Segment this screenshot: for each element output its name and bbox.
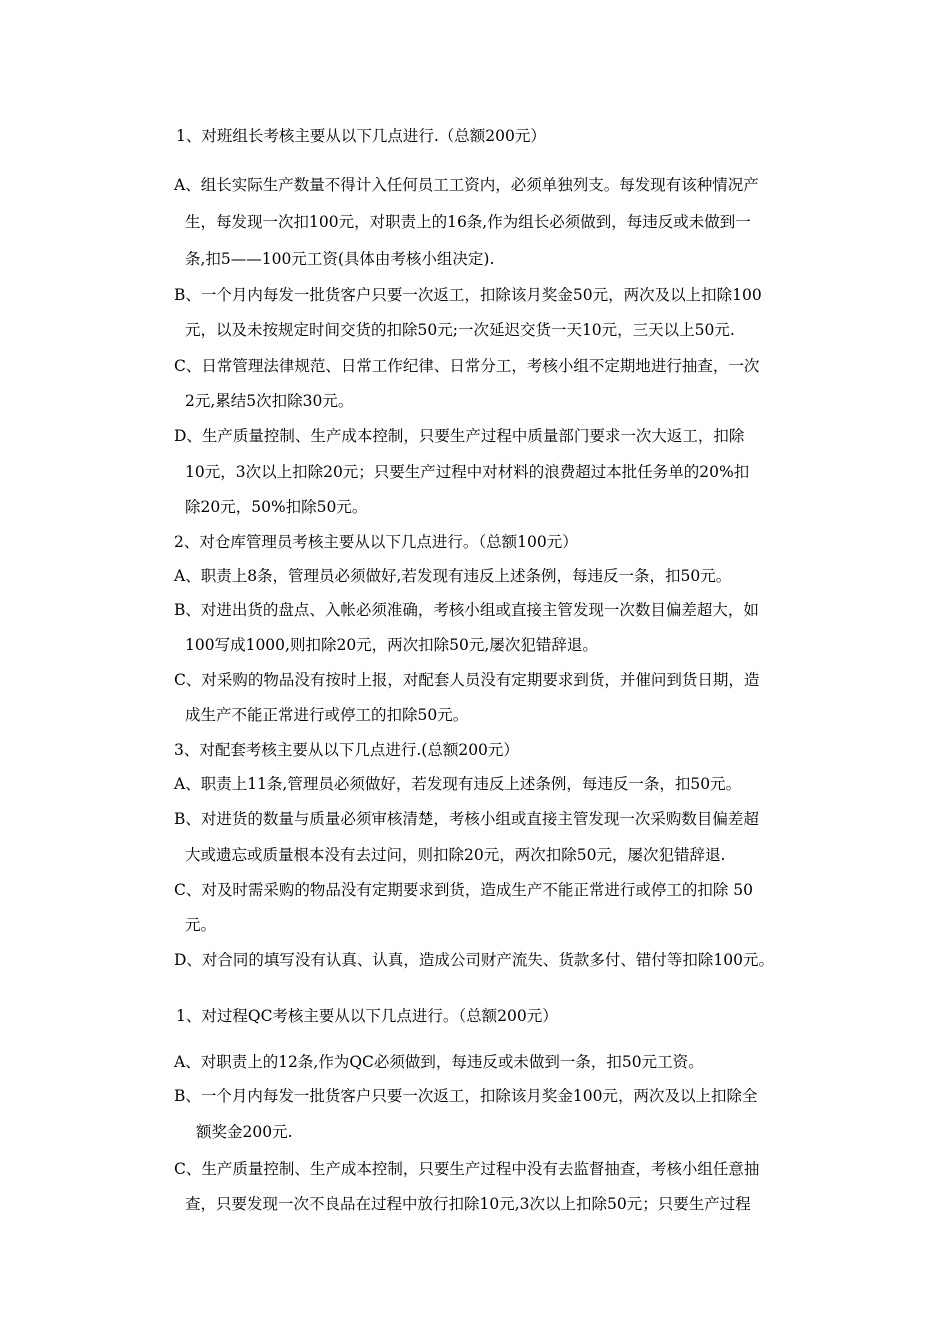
paragraph-line: A、对职责上的12条,作为QC必须做到，每违反或未做到一条，扣50元工资。 [174,1053,704,1071]
paragraph-line: 大或遗忘或质量根本没有去过问，则扣除20元，两次扣除50元，屡次犯错辞退. [185,846,726,864]
paragraph-line: 条,扣5——100元工资(具体由考核小组决定). [185,250,495,268]
paragraph-line: D、对合同的填写没有认真、认真，造成公司财产流失、货款多付、错付等扣除100元。 [174,951,775,969]
paragraph-line: 2元,累结5次扣除30元。 [185,392,354,410]
section-heading: 2、对仓库管理员考核主要从以下几点进行。（总额100元） [174,533,578,551]
paragraph-line: 生，每发现一次扣100元，对职责上的16条,作为组长必须做到，每违反或未做到一 [185,213,751,231]
paragraph-line: B、一个月内每发一批货客户只要一次返工，扣除该月奖金100元，两次及以上扣除全 [174,1087,758,1105]
paragraph-line: 查，只要发现一次不良品在过程中放行扣除10元,3次以上扣除50元；只要生产过程 [185,1195,751,1213]
paragraph-line: C、日常管理法律规范、日常工作纪律、日常分工，考核小组不定期地进行抽查，一次 [174,357,760,375]
paragraph-line: 成生产不能正常进行或停工的扣除50元。 [185,706,469,724]
paragraph-line: 除20元，50%扣除50元。 [185,498,368,516]
paragraph-line: B、一个月内每发一批货客户只要一次返工，扣除该月奖金50元，两次及以上扣除100 [174,286,762,304]
paragraph-line: A、职责上11条,管理员必须做好，若发现有违反上述条例，每违反一条，扣50元。 [174,775,742,793]
section-heading: 1、对过程QC考核主要从以下几点进行。（总额200元） [176,1007,558,1025]
paragraph-line: 元。 [185,916,217,934]
paragraph-line: A、组长实际生产数量不得计入任何员工工资内，必须单独列支。每发现有该种情况产 [174,176,759,194]
paragraph-line: D、生产质量控制、生产成本控制，只要生产过程中质量部门要求一次大返工，扣除 [174,427,745,445]
paragraph-line: 100写成1000,则扣除20元，两次扣除50元,屡次犯错辞退。 [185,636,598,654]
paragraph-line: 元，以及未按规定时间交货的扣除50元;一次延迟交货一天10元，三天以上50元. [185,321,735,339]
paragraph-line: C、生产质量控制、生产成本控制，只要生产过程中没有去监督抽查，考核小组任意抽 [174,1160,760,1178]
paragraph-line: C、对及时需采购的物品没有定期要求到货，造成生产不能正常进行或停工的扣除 50 [174,881,754,899]
paragraph-line: 10元，3次以上扣除20元；只要生产过程中对材料的浪费超过本批任务单的20%扣 [185,463,750,481]
paragraph-line: C、对采购的物品没有按时上报，对配套人员没有定期要求到货，并催问到货日期，造 [174,671,760,689]
section-heading: 3、对配套考核主要从以下几点进行.(总额200元） [174,741,519,759]
section-heading: 1、对班组长考核主要从以下几点进行.（总额200元） [176,127,546,145]
paragraph-line: A、职责上8条，管理员必须做好,若发现有违反上述条例，每违反一条，扣50元。 [174,567,732,585]
paragraph-line: 额奖金200元. [196,1123,293,1141]
paragraph-line: B、对进货的数量与质量必须审核清楚，考核小组或直接主管发现一次采购数目偏差超 [174,810,759,828]
paragraph-line: B、对进出货的盘点、入帐必须准确，考核小组或直接主管发现一次数目偏差超大，如 [174,601,759,619]
